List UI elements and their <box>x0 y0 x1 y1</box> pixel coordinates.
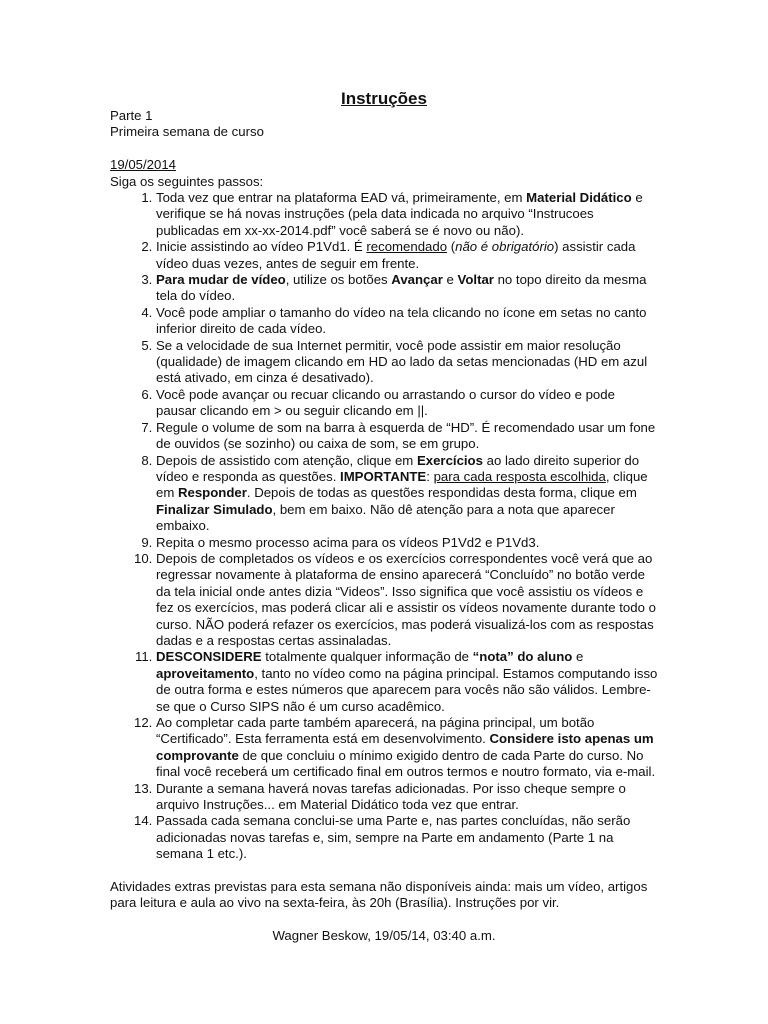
step-item <box>156 453 658 535</box>
step-text-segment: IMPORTANTE <box>340 468 427 484</box>
step-text-segment: Ao completar cada parte também aparecerá, na página principal, um botão “Certificado”. Esta ferramenta está em desenvolvimento. <box>156 715 595 747</box>
step-text-segment: , bem em baixo. Não dê atenção para a nota que aparecer embaixo. <box>156 501 615 534</box>
steps-list <box>110 190 658 863</box>
step-item <box>156 190 658 239</box>
step-text-segment: Regule o volume de som na barra à esquerda de “HD”. É recomendado usar um fone de ouvidos (se sozinho) ou caixa de som, se em grupo. <box>156 419 656 452</box>
step-text-segment: Depois de assistido com atenção, clique em <box>156 452 417 468</box>
step-text-segment: ( <box>447 239 456 255</box>
step-item <box>156 649 658 715</box>
step-text-segment: Para mudar de vídeo <box>156 272 286 288</box>
step-text-segment: de que concluiu o mínimo exigido dentro de cada Parte do curso. No final você receberá um certificado final em outros termos e noutro formato, via e-mail. <box>156 747 656 780</box>
step-text-segment: recomendado <box>366 239 448 255</box>
step-text-segment: aproveitamento <box>156 665 255 681</box>
step-text-segment: DESCONSIDERE <box>156 649 262 665</box>
step-text-segment: Se a velocidade de sua Internet permitir, você pode assistir em maior resolução (qualidade) de imagem clicando em HD ao lado da setas mencionadas (HD em azul está ativado, em cinza é desativado). <box>156 337 648 386</box>
step-text-segment: . Depois de todas as questões respondidas desta forma, clique em <box>246 485 637 501</box>
step-item <box>156 715 658 781</box>
step-text-segment: “nota” do aluno <box>472 649 573 665</box>
step-text-segment: para cada resposta escolhida <box>433 468 606 484</box>
step-text-segment: totalmente qualquer informação de <box>261 649 473 665</box>
step-text-segment: e <box>572 649 584 665</box>
step-item <box>156 535 658 551</box>
step-text-segment: : <box>426 468 434 484</box>
spacer <box>110 863 658 879</box>
step-text-segment: Toda vez que entrar na plataforma EAD vá, primeiramente, em <box>156 190 527 206</box>
step-text-segment: Você pode ampliar o tamanho do vídeo na tela clicando no ícone em setas no canto inferior direito de cada vídeo. <box>156 304 647 337</box>
step-text-segment: e verifique se há novas instruções (pela data indicada no arquivo “Instrucoes publicadas em xx-xx-2014.pdf” você saberá se é novo ou não). <box>156 190 643 238</box>
page-title: Instruções <box>341 89 427 108</box>
step-item <box>156 387 658 420</box>
spacer <box>110 912 658 928</box>
step-text-segment: não é obrigatório <box>455 239 555 255</box>
step-text-segment: Avançar <box>391 272 443 288</box>
step-item <box>156 305 658 338</box>
step-item <box>156 338 658 387</box>
step-item <box>156 551 658 649</box>
date-label: 19/05/2014 <box>110 157 177 173</box>
step-text-segment: ao lado direito superior do vídeo e responda as questões. <box>156 452 640 484</box>
step-text-segment: Passada cada semana conclui-se uma Parte e, nas partes concluídas, não serão adicionadas novas tarefas e, sim, sempre na Parte em andamento (Parte 1 na semana 1 etc.). <box>156 813 631 862</box>
step-text-segment: , tanto no vídeo como na página principal. Estamos computando isso de outra forma e estes números que aparecem para vocês não são válidos. Lembre-se que o Curso SIPS não é um curso acadêmico. <box>156 665 658 714</box>
step-text-segment: Responder <box>177 485 247 501</box>
step-item <box>156 813 658 862</box>
signature-line: Wagner Beskow, 19/05/14, 03:40 a.m. <box>272 928 496 944</box>
step-text-segment: Voltar <box>457 272 494 288</box>
step-text-segment: Repita o mesmo processo acima para os vídeos P1Vd2 e P1Vd3. <box>156 534 540 550</box>
part-label: Parte 1 <box>110 108 153 123</box>
intro-text: Siga os seguintes passos: <box>110 173 264 189</box>
step-text-segment: Você pode avançar ou recuar clicando ou arrastando o cursor do vídeo e pode pausar clicando em > ou seguir clicando em ||. <box>156 386 615 419</box>
step-text-segment: , clique em <box>156 468 648 501</box>
step-text-segment: ) assistir cada vídeo duas vezes, antes de seguir em frente. <box>156 239 636 271</box>
step-item <box>156 239 658 272</box>
step-text-segment: Finalizar Simulado <box>156 501 273 517</box>
step-text-segment: , utilize os botões <box>285 272 392 288</box>
step-text-segment: Exercícios <box>416 452 483 468</box>
step-text-segment: e <box>442 272 458 288</box>
step-text-segment: Inicie assistindo ao vídeo P1Vd1. É <box>156 239 367 255</box>
spacer <box>110 141 658 157</box>
step-text-segment: Durante a semana haverá novas tarefas adicionadas. Por isso cheque sempre o arquivo Instruções... em Material Didático toda vez que entrar. <box>156 780 626 813</box>
step-text-segment: no topo direito da mesma tela do vídeo. <box>156 272 647 304</box>
step-item <box>156 272 658 305</box>
closing-paragraph: Atividades extras previstas para esta semana não disponíveis ainda: mais um vídeo, artigos para leitura e aula ao vivo na sexta-feira, às 20h (Brasília). Instruções por vir. <box>110 879 648 911</box>
week-label: Primeira semana de curso <box>110 124 264 140</box>
step-text-segment: Material Didático <box>526 190 632 206</box>
step-text-segment: Considere isto apenas um comprovante <box>156 731 654 763</box>
step-item <box>156 781 658 814</box>
step-item <box>156 420 658 453</box>
step-text-segment: Depois de completados os vídeos e os exercícios correspondentes você verá que ao regressar novamente à plataforma de ensino aparecerá “Concluído” no botão verde da tela inicial onde antes dizia “Videos”. Isso significa que você assistiu os vídeos e fez os exercícios, mas poderá clicar ali e assistir os vídeos novamente durante todo o curso. NÃO poderá refazer os exercícios, mas poderá visualizá-los com as respostas dadas e a respostas certas assinaladas. <box>156 550 656 648</box>
